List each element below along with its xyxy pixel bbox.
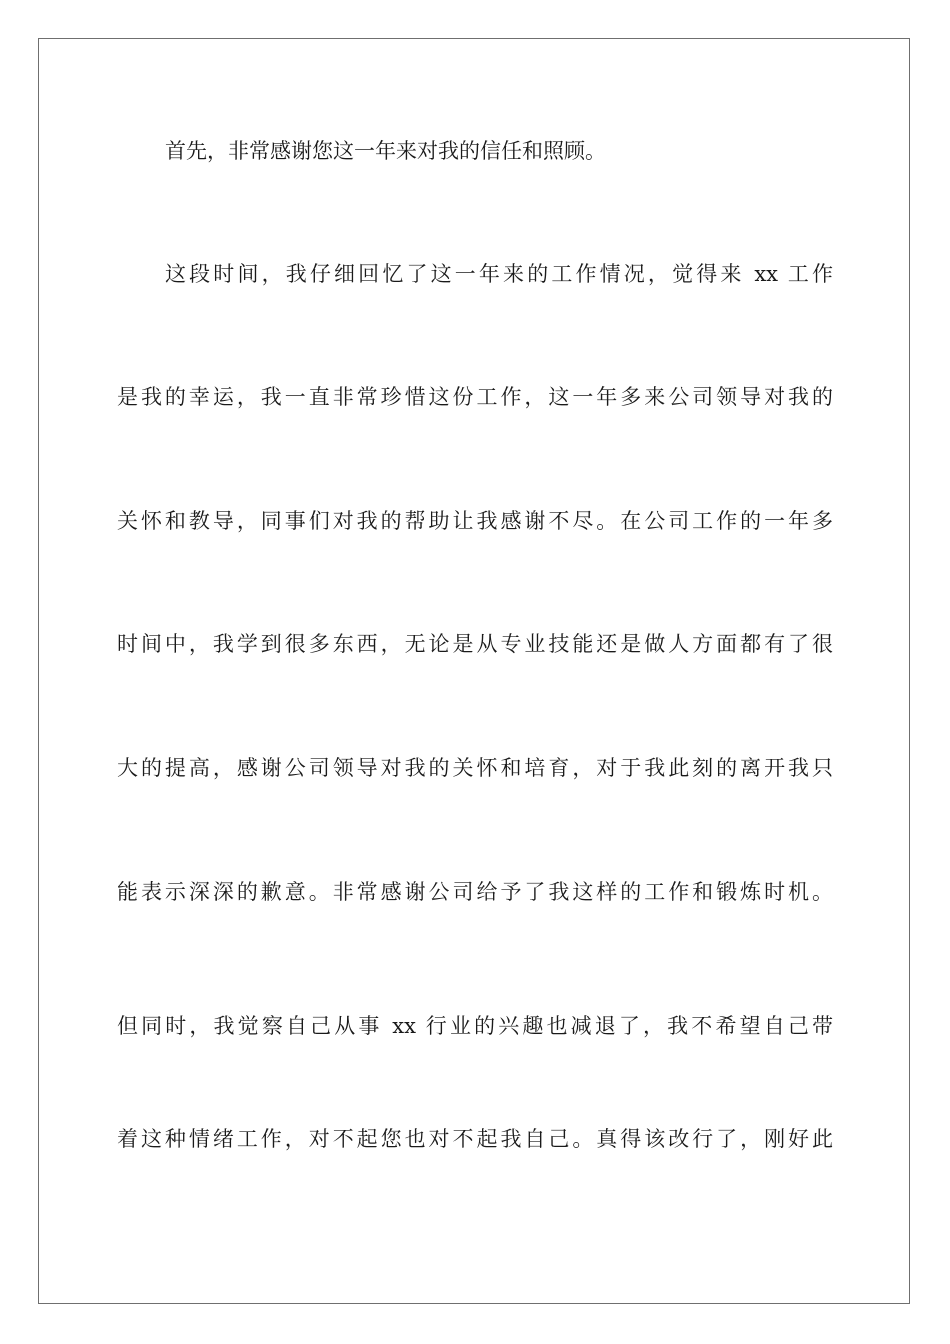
- paragraph-2-line-1: 这段时间，我仔细回忆了这一年来的工作情况，觉得来 xx 工作: [165, 262, 833, 286]
- paragraph-2-line-5: 大的提高，感谢公司领导对我的关怀和培育，对于我此刻的离开我只: [117, 756, 833, 780]
- paragraph-2-line-4: 时间中，我学到很多东西，无论是从专业技能还是做人方面都有了很: [117, 632, 833, 656]
- paragraph-2-line-7: 但同时，我觉察自己从事 xx 行业的兴趣也减退了，我不希望自己带: [117, 1014, 833, 1038]
- paragraph-2-line-6: 能表示深深的歉意。非常感谢公司给予了我这样的工作和锻炼时机。: [117, 880, 833, 904]
- paragraph-2-line-8: 着这种情绪工作，对不起您也对不起我自己。真得该改行了，刚好此: [117, 1127, 833, 1151]
- paragraph-2-line-2: 是我的幸运，我一直非常珍惜这份工作，这一年多来公司领导对我的: [117, 385, 833, 409]
- page-border: [38, 38, 910, 1304]
- paragraph-1-line-1: 首先，非常感谢您这一年来对我的信任和照顾。: [165, 139, 606, 163]
- paragraph-2-line-3: 关怀和教导，同事们对我的帮助让我感谢不尽。在公司工作的一年多: [117, 509, 833, 533]
